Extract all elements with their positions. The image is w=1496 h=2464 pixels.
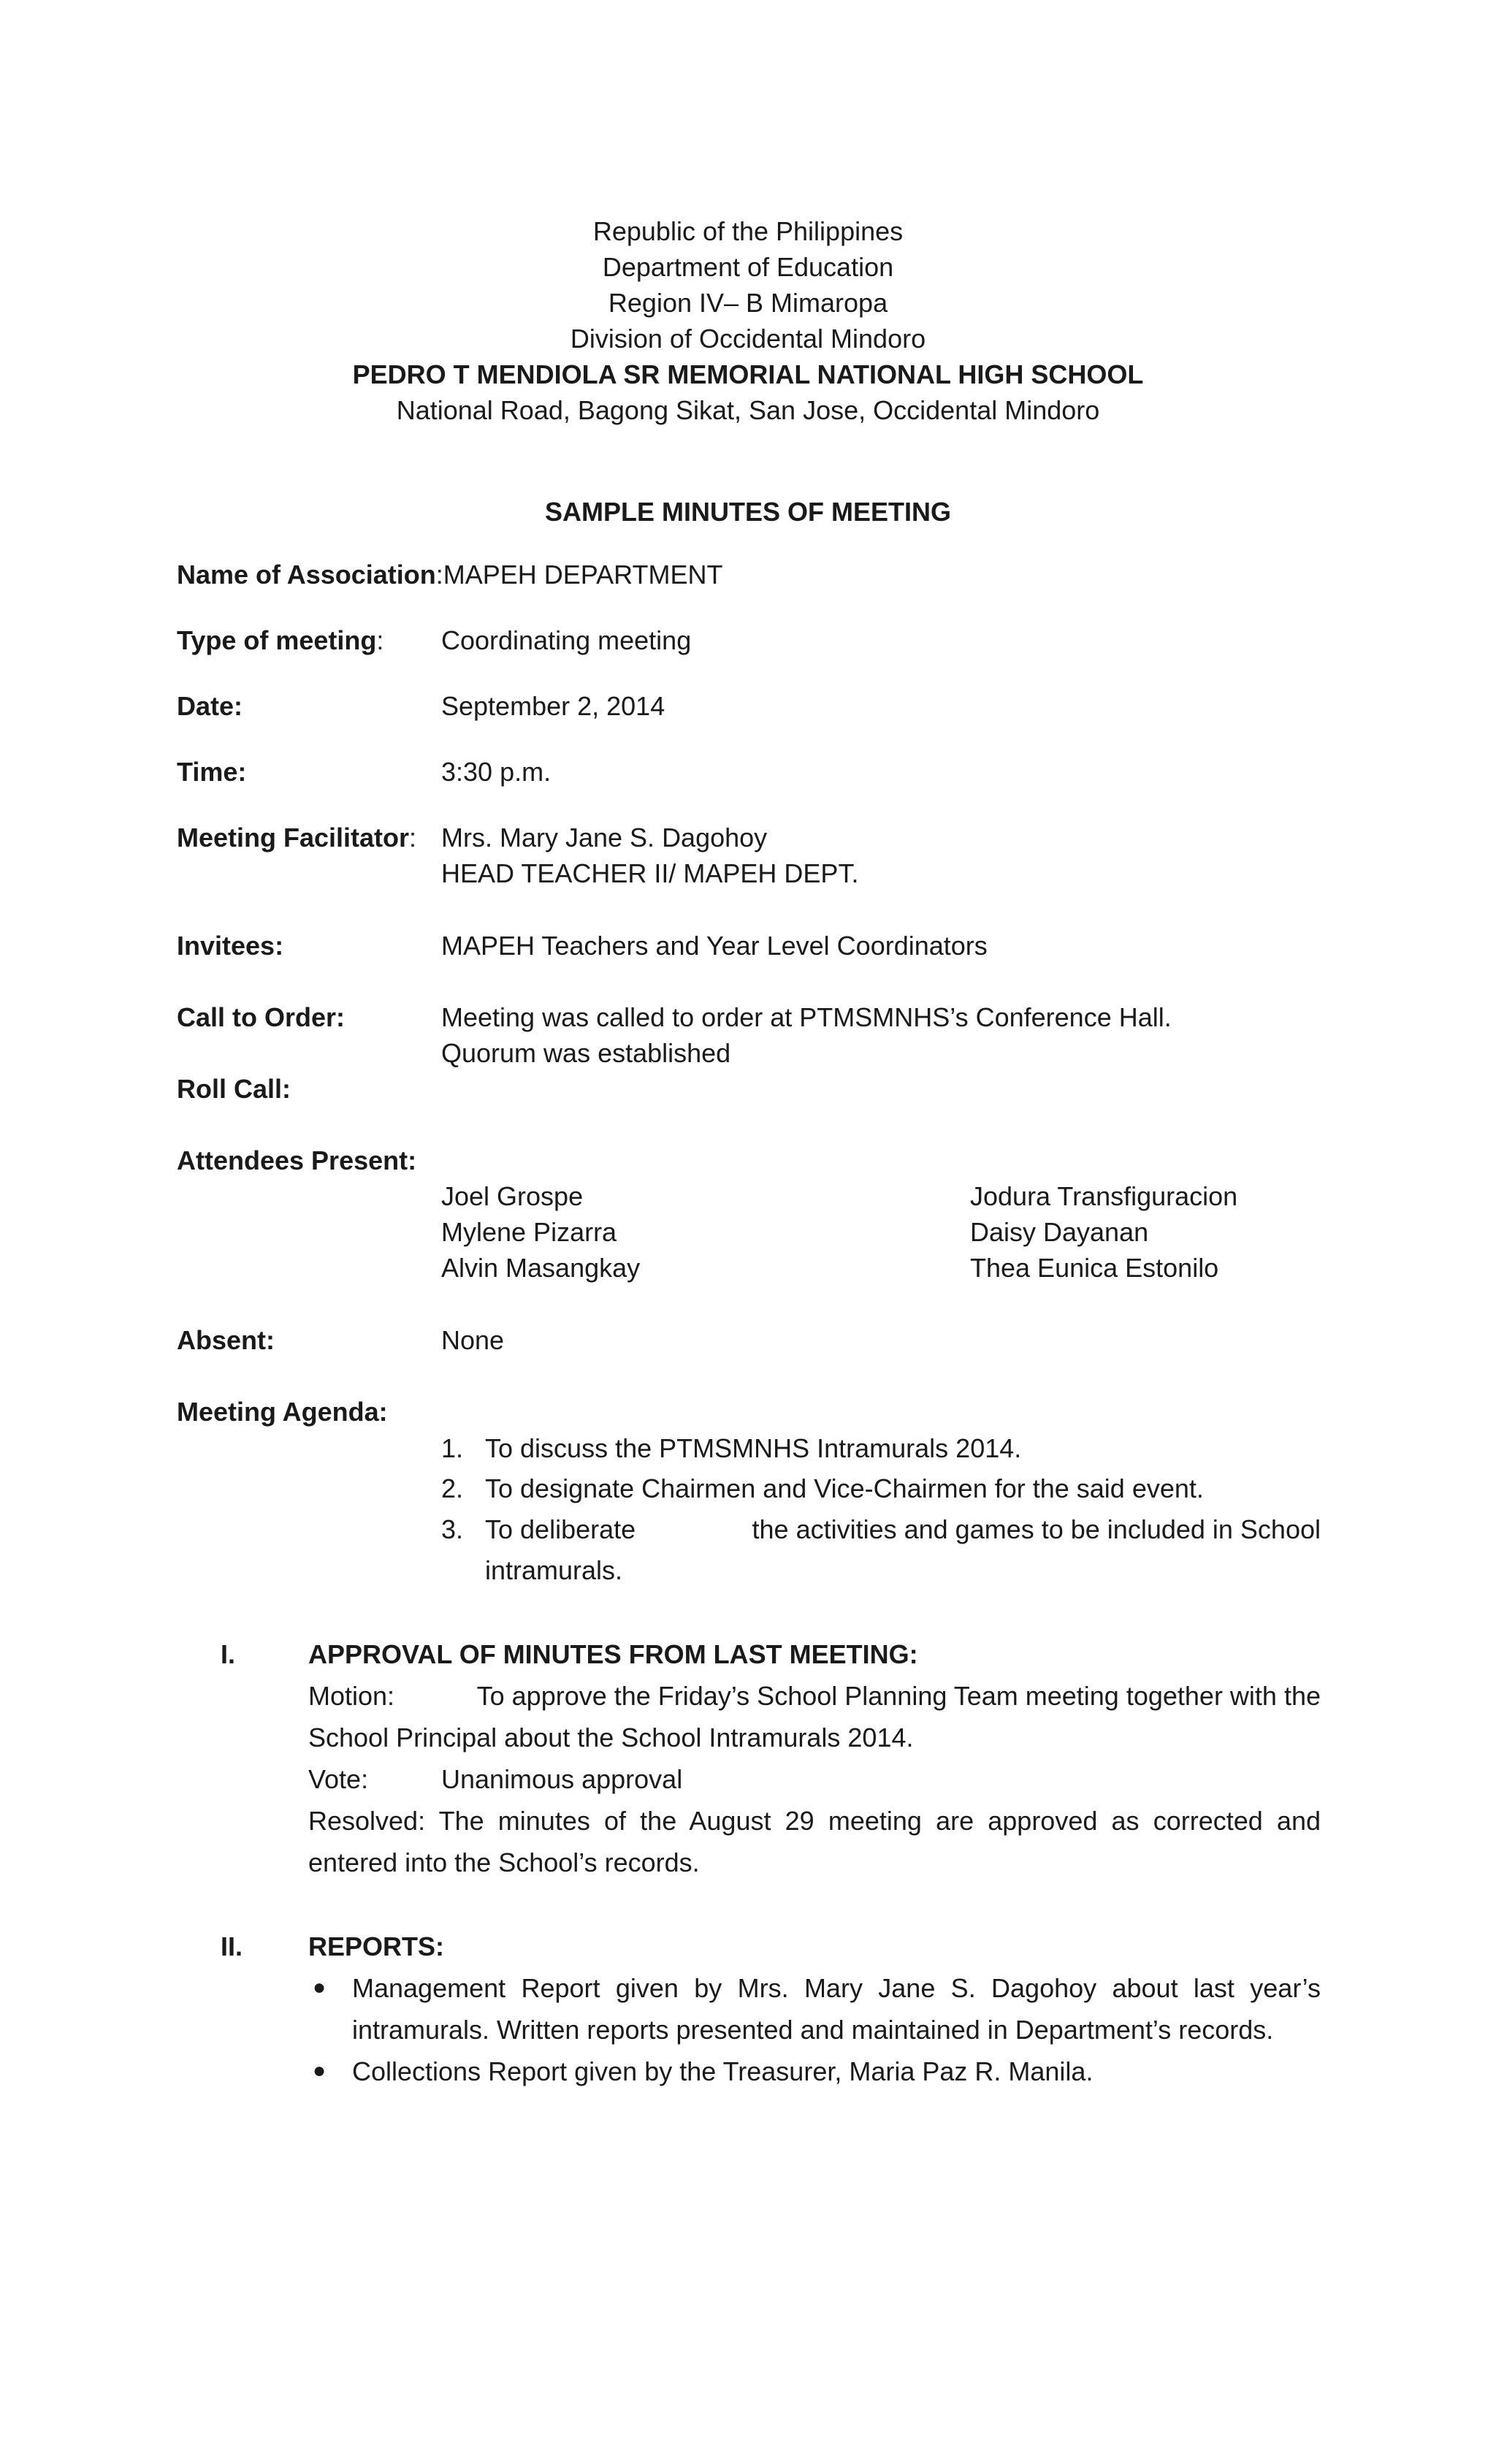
quorum-statement: Quorum was established	[441, 1038, 731, 1068]
vote-value: Unanimous approval	[441, 1764, 683, 1794]
header-address: National Road, Bagong Sikat, San Jose, Occidental Mindoro	[396, 395, 1100, 425]
motion-text-cont: School Principal about the School Intramurals 2014.	[308, 1723, 914, 1752]
facilitator-label: Meeting Facilitator	[177, 823, 410, 853]
facilitator-label-wrap	[177, 823, 416, 853]
document-title: SAMPLE MINUTES OF MEETING	[544, 497, 951, 527]
agenda-item-3-cont: intramurals.	[485, 1555, 623, 1585]
association-label: Name of Association	[177, 560, 436, 590]
type-label-wrap	[177, 625, 383, 656]
motion-line	[308, 1681, 1321, 1712]
invitees-value: MAPEH Teachers and Year Level Coordinators	[441, 931, 988, 961]
attendee-name: Mylene Pizarra	[441, 1217, 617, 1247]
bullet-icon: ●	[313, 1975, 327, 1999]
date-label: Date:	[177, 691, 243, 721]
letterhead	[0, 213, 1496, 428]
agenda-item-3-lead: To deliberate	[485, 1514, 636, 1544]
attendee-name: Thea Eunica Estonilo	[970, 1253, 1219, 1283]
header-school-name: PEDRO T MENDIOLA SR MEMORIAL NATIONAL HIGH SCHOOL	[352, 359, 1144, 389]
header-country: Republic of the Philippines	[592, 216, 904, 246]
absent-value: None	[441, 1325, 505, 1355]
agenda-item: To designate Chairmen and Vice-Chairmen for the said event.	[485, 1473, 1204, 1503]
attendee-name: Joel Grospe	[441, 1181, 584, 1211]
report-item: Management Report given by Mrs. Mary Jane S. Dagohoy about last year’s	[352, 1973, 1321, 2003]
call-to-order-value: Meeting was called to order at PTMSMNHS’s Conference Hall.	[441, 1002, 1172, 1032]
type-colon: :	[376, 625, 384, 655]
header-region: Region IV– B Mimaropa	[608, 288, 888, 318]
vote-line	[308, 1764, 1321, 1795]
section-title-reports: REPORTS:	[308, 1931, 445, 1961]
report-item-cont: intramurals. Written reports presented and maintained in Department’s records.	[352, 2015, 1274, 2045]
vote-label: Vote:	[308, 1764, 369, 1794]
time-label: Time:	[177, 757, 247, 787]
attendees-label: Attendees Present:	[177, 1145, 417, 1175]
agenda-number: 3.	[441, 1514, 464, 1544]
association-row	[177, 560, 722, 590]
section-number: I.	[221, 1639, 236, 1669]
section-title-approval: APPROVAL OF MINUTES FROM LAST MEETING:	[308, 1639, 918, 1669]
date-value: September 2, 2014	[441, 691, 665, 721]
call-to-order-label: Call to Order:	[177, 1002, 346, 1032]
roll-call-label: Roll Call:	[177, 1074, 291, 1104]
invitees-label: Invitees:	[177, 931, 284, 961]
association-value: :MAPEH DEPARTMENT	[435, 560, 723, 590]
facilitator-name: Mrs. Mary Jane S. Dagohoy	[441, 823, 768, 853]
agenda-number: 1.	[441, 1433, 464, 1463]
agenda-label: Meeting Agenda:	[177, 1397, 388, 1427]
type-value: Coordinating meeting	[441, 625, 692, 655]
attendee-name: Alvin Masangkay	[441, 1253, 641, 1283]
motion-label: Motion:	[308, 1681, 395, 1711]
type-label: Type of meeting	[177, 625, 377, 655]
attendee-name: Jodura Transfiguracion	[970, 1181, 1238, 1211]
header-department: Department of Education	[602, 252, 894, 282]
resolved-text-cont: entered into the School’s records.	[308, 1847, 700, 1877]
agenda-item-3	[485, 1514, 1321, 1545]
resolved-text: Resolved: The minutes of the August 29 meeting are approved as corrected and	[308, 1806, 1321, 1836]
agenda-item: To discuss the PTMSMNHS Intramurals 2014.	[485, 1433, 1022, 1463]
agenda-item-3-rest: the activities and games to be included in School	[752, 1514, 1321, 1544]
header-division: Division of Occidental Mindoro	[570, 324, 926, 354]
section-number: II.	[221, 1931, 243, 1961]
facilitator-position: HEAD TEACHER II/ MAPEH DEPT.	[441, 858, 859, 888]
motion-text: To approve the Friday’s School Planning Team meeting together with the	[476, 1681, 1321, 1711]
absent-label: Absent:	[177, 1325, 275, 1355]
facilitator-colon: :	[409, 823, 417, 853]
attendee-name: Daisy Dayanan	[970, 1217, 1149, 1247]
time-value: 3:30 p.m.	[441, 757, 552, 787]
bullet-icon: ●	[313, 2059, 327, 2083]
agenda-number: 2.	[441, 1473, 464, 1503]
report-item: Collections Report given by the Treasurer, Maria Paz R. Manila.	[352, 2056, 1094, 2086]
